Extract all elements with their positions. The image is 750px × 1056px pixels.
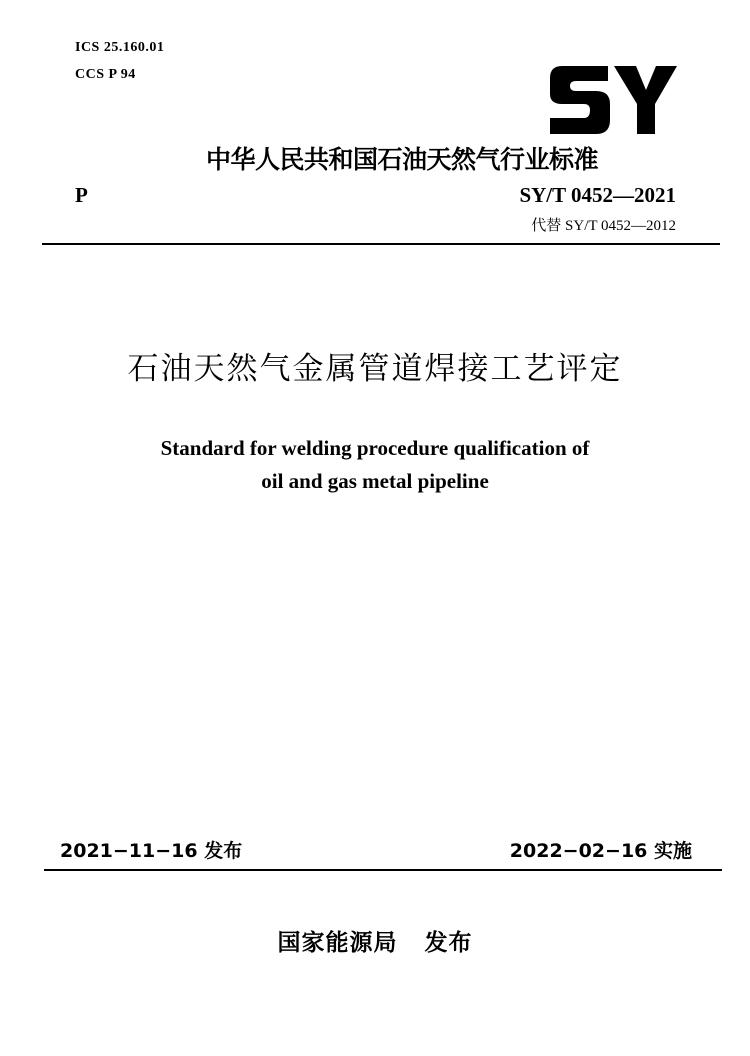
footer-divider [44, 869, 722, 871]
standard-category: P [75, 183, 88, 207]
implementation-date: 2022−02−16 实施 [509, 840, 692, 862]
publish-date: 2021−11−16 发布 [60, 840, 243, 862]
sy-logo-s [550, 66, 610, 134]
ccs-code: CCS P 94 [75, 67, 136, 82]
title-english-line2: oil and gas metal pipeline [261, 469, 489, 493]
header-divider [42, 243, 720, 245]
issuing-authority: 国家能源局 发布 [277, 930, 473, 956]
replaces-standard: 代替 SY/T 0452—2012 [531, 218, 676, 234]
standard-number: SY/T 0452—2021 [519, 183, 676, 207]
ics-code: ICS 25.160.01 [75, 40, 165, 55]
sy-logo-y [614, 66, 677, 134]
title-english [0, 432, 750, 498]
sy-logo [548, 64, 678, 136]
industry-standard-title: 中华人民共和国石油天然气行业标准 [206, 145, 599, 174]
title-english-line1: Standard for welding procedure qualification of [160, 436, 590, 460]
title-chinese: 石油天然气金属管道焊接工艺评定 [127, 351, 623, 387]
